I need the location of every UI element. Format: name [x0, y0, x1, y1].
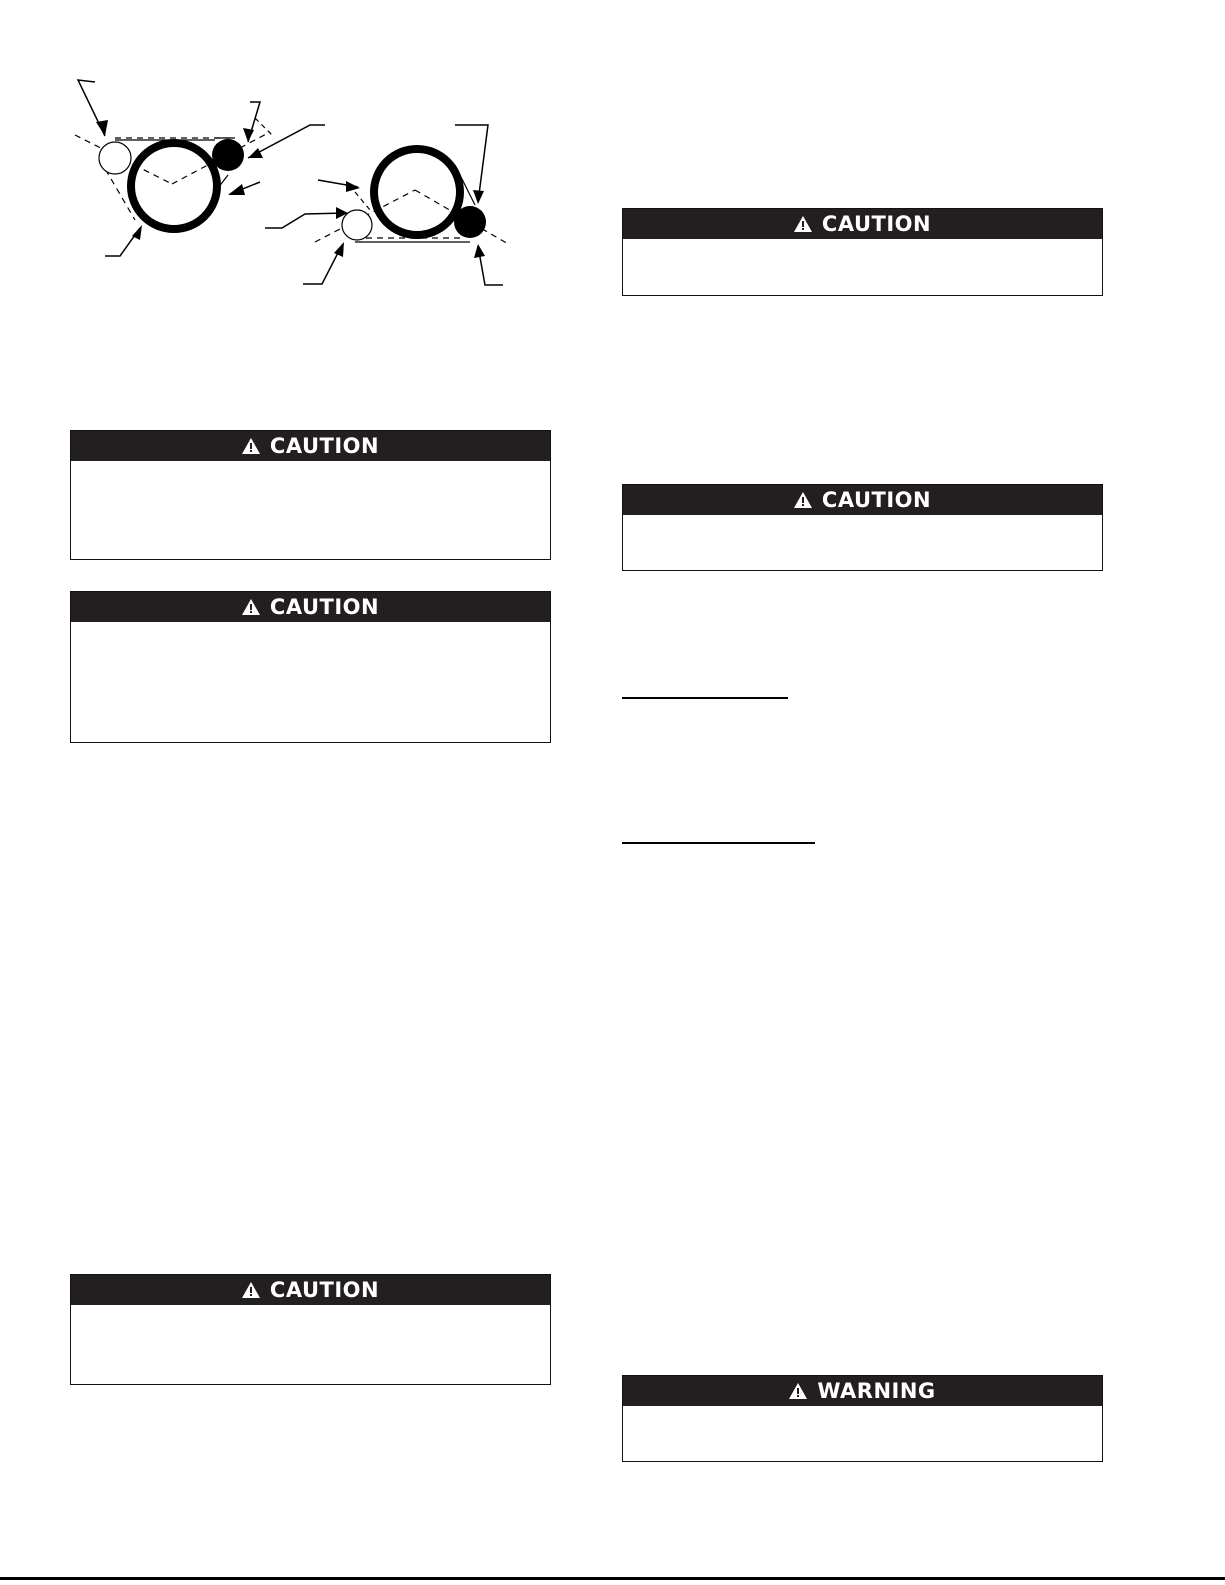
caution-notice	[622, 484, 1103, 571]
footer-rule	[0, 1577, 1225, 1580]
warning-triangle-icon	[789, 1383, 807, 1399]
caution-label: CAUTION	[269, 1278, 380, 1302]
large-sheave	[374, 149, 460, 235]
caution-notice	[70, 591, 551, 743]
caution-label: CAUTION	[821, 212, 932, 236]
left-drive-assembly	[75, 80, 325, 256]
caution-header	[623, 209, 1102, 239]
caution-header	[71, 1275, 550, 1305]
caution-header	[71, 431, 550, 461]
caution-header	[71, 592, 550, 622]
warning-header	[623, 1376, 1102, 1406]
section-heading-underline	[622, 697, 788, 699]
caution-notice	[70, 430, 551, 560]
caution-notice	[70, 1274, 551, 1385]
warning-label: WARNING	[817, 1379, 936, 1403]
warning-triangle-icon	[242, 599, 260, 615]
caution-label: CAUTION	[269, 434, 380, 458]
idler-pulley-open	[342, 210, 372, 240]
section-heading-underline	[622, 842, 815, 844]
large-sheave	[131, 143, 217, 229]
belt-drive-diagram	[60, 70, 540, 300]
warning-triangle-icon	[794, 216, 812, 232]
warning-notice	[622, 1375, 1103, 1462]
warning-triangle-icon	[242, 438, 260, 454]
idler-pulley-open	[99, 142, 131, 174]
warning-triangle-icon	[242, 1282, 260, 1298]
caution-header	[623, 485, 1102, 515]
caution-label: CAUTION	[269, 595, 380, 619]
idler-pulley-filled	[454, 206, 486, 238]
caution-label: CAUTION	[821, 488, 932, 512]
warning-triangle-icon	[794, 492, 812, 508]
caution-notice	[622, 208, 1103, 296]
right-drive-assembly	[265, 125, 510, 285]
idler-pulley-filled	[212, 139, 244, 171]
